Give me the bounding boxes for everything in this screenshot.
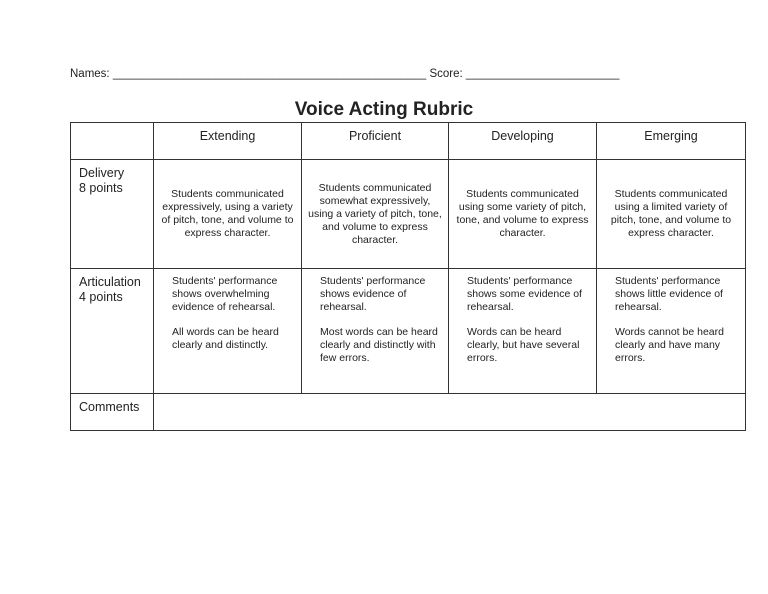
score-field[interactable]: ________________________ <box>465 68 620 80</box>
comments-field[interactable] <box>154 394 746 431</box>
articulation-emerging-clarity: Words cannot be heard clearly and have many errors. <box>615 326 724 364</box>
score-label: Score: <box>429 68 463 80</box>
delivery-row <box>71 160 746 269</box>
articulation-proficient-clarity: Most words can be heard clearly and distinctly with few errors. <box>320 326 438 364</box>
delivery-emerging-cell: Students communicated using a limited variety of pitch, tone, and volume to express character. <box>597 160 746 269</box>
articulation-emerging-rehearsal: Students' performance shows little evidence of rehearsal. <box>615 275 723 313</box>
articulation-points: 4 points <box>79 290 123 304</box>
delivery-developing-cell: Students communicated using some variety of pitch, tone, and volume to express character. <box>449 160 597 269</box>
names-field[interactable]: _________________________________________________ <box>112 68 427 80</box>
delivery-proficient-cell: Students communicated somewhat expressively, using a variety of pitch, tone, and volume to express character. <box>302 160 449 269</box>
column-header-emerging: Emerging <box>597 123 746 160</box>
articulation-developing-cell <box>449 269 597 394</box>
delivery-label: Delivery <box>79 166 125 180</box>
rubric-table <box>70 122 746 431</box>
comments-label: Comments <box>71 394 154 431</box>
articulation-row-label <box>71 269 154 394</box>
corner-cell <box>71 123 154 160</box>
page-title: Voice Acting Rubric <box>294 99 474 120</box>
articulation-proficient-cell <box>302 269 449 394</box>
articulation-label: Articulation <box>79 275 141 289</box>
comments-row <box>71 394 746 431</box>
articulation-extending-cell <box>154 269 302 394</box>
column-header-extending: Extending <box>154 123 302 160</box>
articulation-extending-rehearsal: Students' performance shows overwhelming evidence of rehearsal. <box>172 275 278 313</box>
articulation-developing-rehearsal: Students' performance shows some evidence of rehearsal. <box>467 275 582 313</box>
delivery-points: 8 points <box>79 181 123 195</box>
articulation-emerging-cell <box>597 269 746 394</box>
articulation-row <box>71 269 746 394</box>
header-row <box>71 123 746 160</box>
articulation-extending-clarity: All words can be heard clearly and distinctly. <box>172 326 279 351</box>
articulation-developing-clarity: Words can be heard clearly, but have several errors. <box>467 326 580 364</box>
column-header-developing: Developing <box>449 123 597 160</box>
delivery-extending-cell: Students communicated expressively, using a variety of pitch, tone, and volume to express character. <box>154 160 302 269</box>
delivery-row-label <box>71 160 154 269</box>
column-header-proficient: Proficient <box>302 123 449 160</box>
names-label: Names: <box>70 68 110 80</box>
names-score-line <box>70 68 619 80</box>
articulation-proficient-rehearsal: Students' performance shows evidence of rehearsal. <box>320 275 426 313</box>
